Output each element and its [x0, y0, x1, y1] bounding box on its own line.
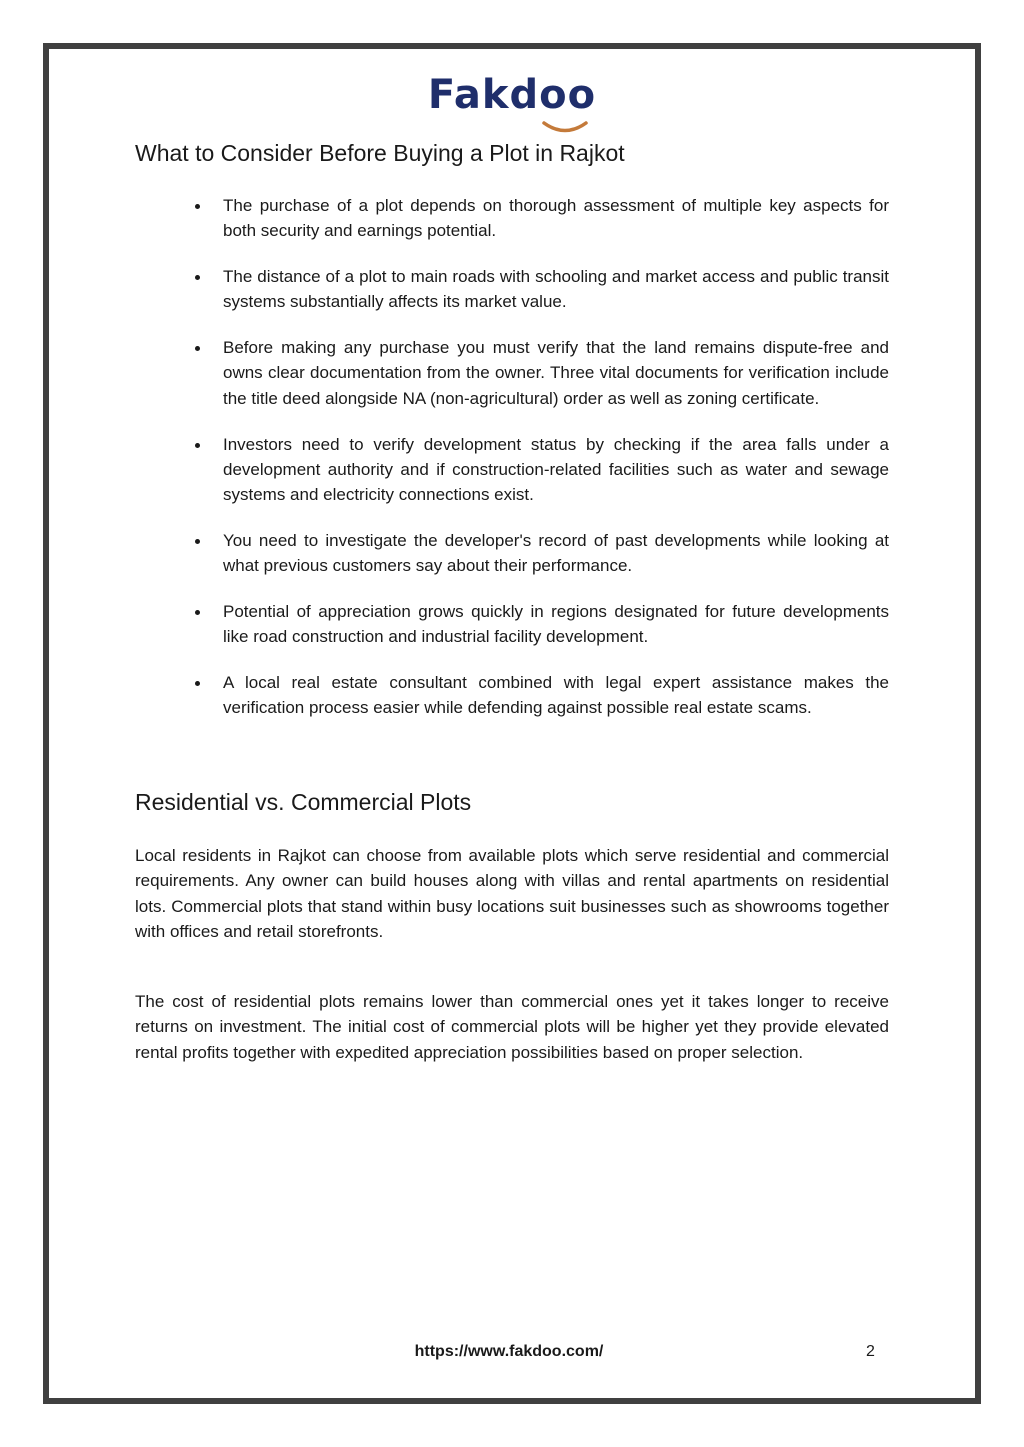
bullet-icon	[195, 346, 200, 351]
list-item	[135, 599, 889, 650]
page-number: 2	[866, 1343, 875, 1360]
logo-text: Fakdoo	[427, 72, 597, 118]
considerations-list	[135, 193, 889, 741]
list-item	[135, 264, 889, 315]
list-item	[135, 670, 889, 721]
list-item	[135, 335, 889, 411]
list-item	[135, 528, 889, 579]
bullet-icon	[195, 539, 200, 544]
list-item	[135, 432, 889, 508]
footer-url-link[interactable]: https://www.fakdoo.com/	[414, 1343, 604, 1360]
bullet-icon	[195, 275, 200, 280]
section-heading-residential-vs-commercial: Residential vs. Commercial Plots	[135, 789, 472, 815]
bullet-icon	[195, 204, 200, 209]
logo-smile-icon	[540, 120, 590, 134]
bullet-icon	[195, 681, 200, 686]
paragraph-cost-comparison: The cost of residential plots remains lower than commercial ones yet it takes longer to receive returns on investment. The initial cost of commercial plots will be higher yet they provide elevated rental profits together with expedited appreciation possibilities based on proper selection.	[135, 992, 889, 1062]
list-item-text: The purchase of a plot depends on thorough assessment of multiple key aspects for both security and earnings potential.	[223, 196, 889, 241]
bullet-icon	[195, 443, 200, 448]
list-item-text: Potential of appreciation grows quickly in regions designated for future developments like road construction and industrial facility development.	[223, 602, 889, 647]
list-item-text: A local real estate consultant combined with legal expert assistance makes the verification process easier while defending against possible real estate scams.	[223, 673, 889, 718]
bullet-icon	[195, 610, 200, 615]
list-item-text: Investors need to verify development status by checking if the area falls under a development authority and if construction-related facilities such as water and sewage systems and electricity connections exist.	[223, 434, 889, 505]
paragraph-plot-types: Local residents in Rajkot can choose from available plots which serve residential and commercial requirements. Any owner can build houses along with villas and rental apartments on residential lots. Commercial plots that stand within busy locations suit businesses such as showrooms together with offices and retail storefronts.	[135, 846, 889, 941]
list-item-text: The distance of a plot to main roads with schooling and market access and public transit systems substantially affects its market value.	[223, 267, 889, 312]
list-item-text: You need to investigate the developer's record of past developments while looking at what previous customers say about their performance.	[223, 530, 889, 576]
list-item	[135, 193, 889, 244]
list-item-text: Before making any purchase you must verify that the land remains dispute-free and owns clear documentation from the owner. Three vital documents for verification include the title deed alongside NA (non-agricultural) order as well as zoning certificate.	[223, 338, 889, 408]
section-heading-considerations: What to Consider Before Buying a Plot in Rajkot	[135, 140, 625, 166]
fakdoo-logo	[0, 70, 1024, 120]
